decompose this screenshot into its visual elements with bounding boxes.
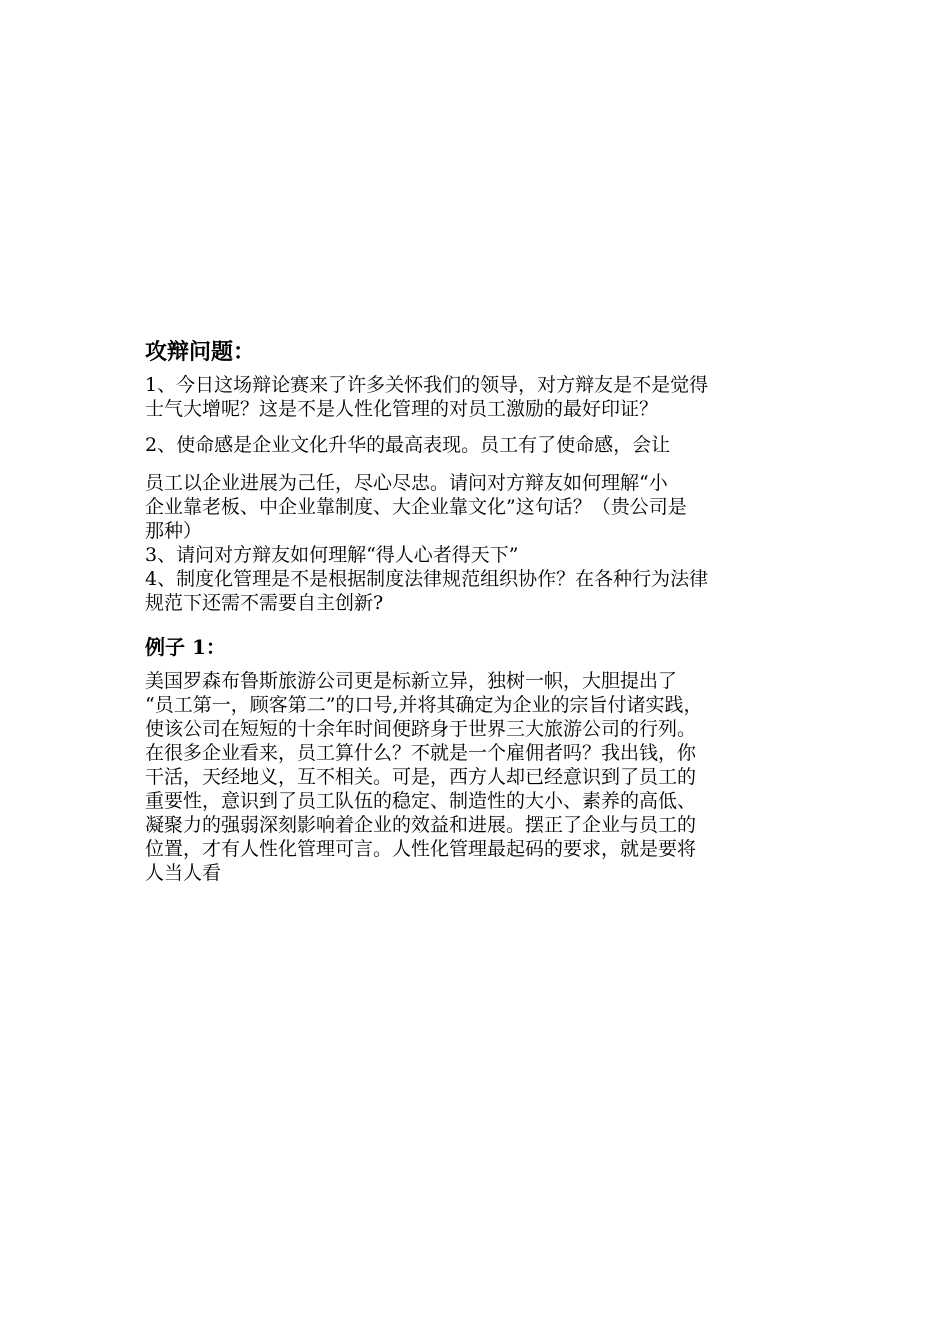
question-2 [145,433,825,543]
question-2-line: 那种） [145,520,203,542]
question-3-line: 3、请问对方辩友如何理解“得人心者得天下” [145,544,519,566]
question-1-line: 士气大增呢？这是不是人性化管理的对员工激励的最好印证？ [145,398,659,420]
question-2-line: 2、使命感是企业文化升华的最高表现。员工有了使命感，会让 [145,434,671,456]
paragraph-line: 凝聚力的强弱深刻影响着企业的效益和进展。摆正了企业与员工的 [145,814,697,836]
paragraph-line: 人当人看 [145,862,222,884]
paragraph-line: 干活，天经地义，互不相关。可是，西方人却已经意识到了员工的 [145,766,697,788]
paragraph-line: 使该公司在短短的十余年时间便跻身于世界三大旅游公司的行列。 [145,718,697,740]
section-heading-example-1: 例子 1： [145,635,226,659]
example-1-paragraph [145,669,825,885]
question-1 [145,373,825,421]
paragraph-line: “员工第一，顾客第二”的口号,并将其确定为企业的宗旨付诸实践， [145,694,703,716]
question-4-line: 规范下还需不需要自主创新? [145,592,384,614]
question-4-line: 4、制度化管理是不是根据制度法律规范组织协作？在各种行为法律 [145,568,709,590]
question-2-line: 员工以企业进展为己任，尽心尽忠。请问对方辩友如何理解“小 [145,472,668,494]
question-3 [145,543,825,567]
paragraph-line: 重要性，意识到了员工队伍的稳定、制造性的大小、素养的高低、 [145,790,697,812]
paragraph-line: 美国罗森布鲁斯旅游公司更是标新立异，独树一帜，大胆提出了 [145,670,678,692]
question-2-line: 企业靠老板、中企业靠制度、大企业靠文化”这句话？（贵公司是 [145,496,687,518]
question-4 [145,567,825,615]
paragraph-line: 位置，才有人性化管理可言。人性化管理最起码的要求，就是要将 [145,838,697,860]
question-1-line: 1、今日这场辩论赛来了许多关怀我们的领导，对方辩友是不是觉得 [145,374,709,396]
paragraph-line: 在很多企业看来，员工算什么？不就是一个雇佣者吗？我出钱，你 [145,742,697,764]
document-content [145,337,825,885]
section-heading-debate-questions: 攻辩问题： [145,339,256,365]
